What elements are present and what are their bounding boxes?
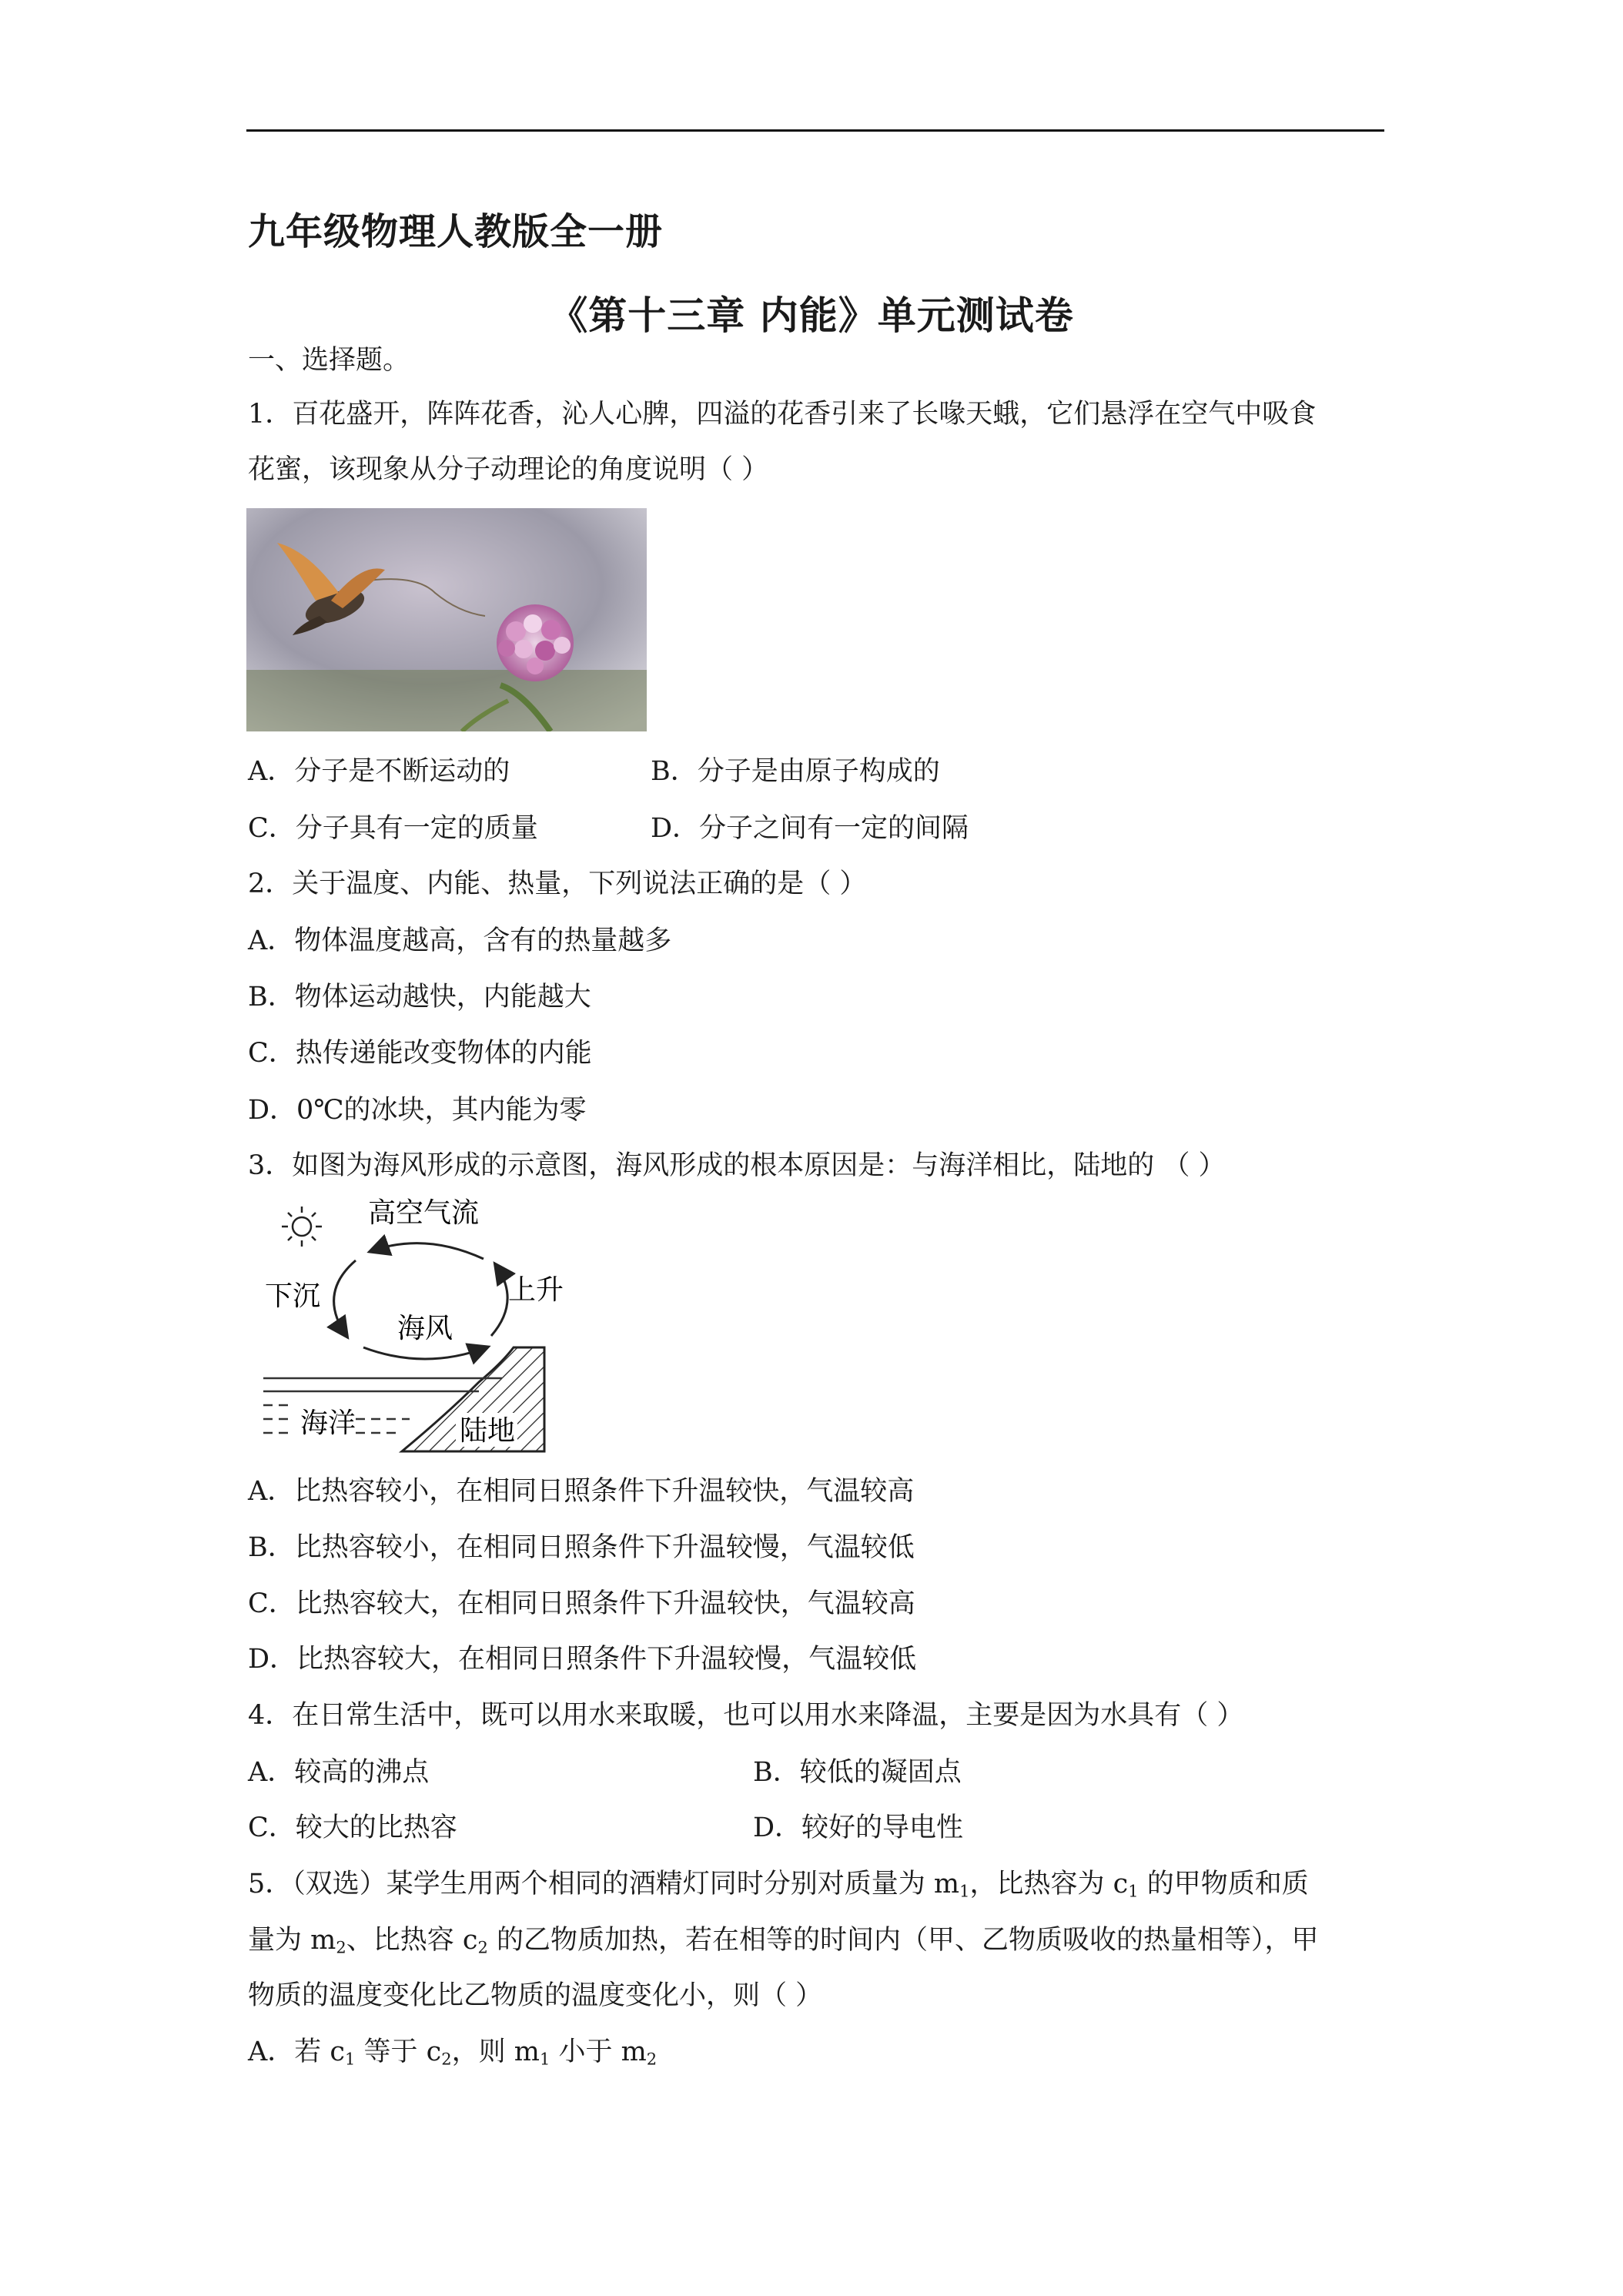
document-subtitle: 《第十三章 内能》单元测试卷 <box>549 293 1074 338</box>
q1-option-c: C．分子具有一定的质量 <box>248 813 538 844</box>
q5-stem-line1: 5．（双选）某学生用两个相同的酒精灯同时分别对质量为 $m_1$，比热容为 $c_1$ 的甲物质和质 <box>248 1869 1309 1901</box>
q1-option-a: A．分子是不断运动的 <box>248 756 510 787</box>
q3-option-a: A．比热容较小，在相同日照条件下升温较快，气温较高 <box>248 1476 915 1507</box>
q5-stem-line2: 量为 $m_2$、比热容 $c_2$ 的乙物质加热，若在相等的时间内（甲、乙物质吸收的热量相等），甲 <box>248 1925 1319 1957</box>
q2-option-c: C．热传递能改变物体的内能 <box>248 1038 592 1069</box>
label-sinking: 下沉 <box>265 1280 321 1312</box>
q4-option-a: A．较高的沸点 <box>248 1757 430 1788</box>
q3-stem: 3．如图为海风形成的示意图，海风形成的根本原因是：与海洋相比，陆地的 （ ） <box>248 1150 1226 1181</box>
q1-option-b: B．分子是由原子构成的 <box>651 756 940 787</box>
q1-option-d: D．分子之间有一定的间隔 <box>651 813 969 844</box>
q1-stem-line1: 1．百花盛开，阵阵花香，沁人心脾，四溢的花香引来了长喙天蛾，它们悬浮在空气中吸食 <box>248 399 1317 430</box>
label-upper-airflow: 高空气流 <box>367 1197 480 1229</box>
label-land: 陆地 <box>460 1415 516 1447</box>
q3-option-d: D．比热容较大，在相同日照条件下升温较慢，气温较低 <box>248 1644 917 1675</box>
header-rule <box>246 129 1384 132</box>
q4-option-b: B．较低的凝固点 <box>753 1757 962 1788</box>
q4-option-c: C．较大的比热容 <box>248 1812 457 1843</box>
q4-option-d: D．较好的导电性 <box>753 1812 964 1843</box>
q3-option-c: C．比热容较大，在相同日照条件下升温较快，气温较高 <box>248 1588 915 1619</box>
q2-option-d: D．0℃的冰块，其内能为零 <box>248 1095 587 1126</box>
label-ocean: 海洋 <box>300 1407 356 1439</box>
q3-option-b: B．比热容较小，在相同日照条件下升温较慢，气温较低 <box>248 1532 915 1563</box>
q4-stem: 4．在日常生活中，既可以用水来取暖，也可以用水来降温，主要是因为水具有（ ） <box>248 1700 1244 1731</box>
q1-stem-line2: 花蜜，该现象从分子动理论的角度说明（ ） <box>248 454 769 485</box>
sun-icon <box>282 1207 322 1247</box>
q5-stem-line3: 物质的温度变化比乙物质的温度变化小，则（ ） <box>248 1980 823 2011</box>
moth-flower-photo <box>246 508 647 731</box>
q2-stem: 2．关于温度、内能、热量，下列说法正确的是（ ） <box>248 869 867 899</box>
label-sea-breeze: 海风 <box>397 1313 453 1344</box>
label-rising: 上升 <box>508 1274 564 1306</box>
q2-option-a: A．物体温度越高，含有的热量越多 <box>248 925 672 956</box>
q5-option-a: A．若 $c_1$ 等于 $c_2$，则 $m_1$ 小于 $m_2$ <box>248 2037 658 2069</box>
q2-option-b: B．物体运动越快，内能越大 <box>248 982 591 1012</box>
sea-breeze-diagram <box>248 1190 571 1458</box>
document-title: 九年级物理人教版全一册 <box>248 210 664 253</box>
section-heading: 一、选择题。 <box>248 345 410 376</box>
